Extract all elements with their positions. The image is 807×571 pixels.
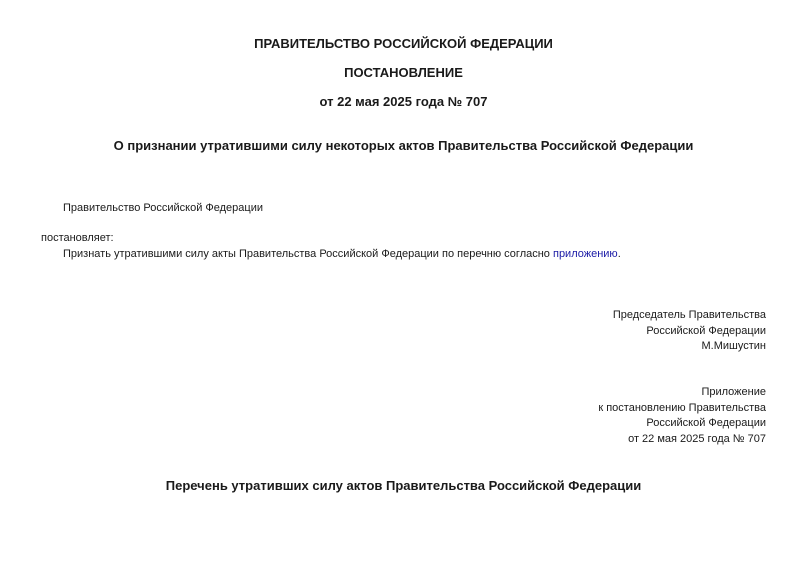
signature-position-line2: Российской Федерации [646, 324, 766, 337]
issuer-text: Правительство Российской Федерации [63, 202, 263, 214]
government-heading: ПРАВИТЕЛЬСТВО РОССИЙСКОЙ ФЕДЕРАЦИИ [254, 36, 553, 51]
appendix-header-block [598, 385, 766, 447]
decision-item-end: . [617, 248, 621, 260]
appendix-title: Перечень утративших силу актов Правительства Российской Федерации [165, 478, 642, 493]
appendix-ref-line1: к постановлению Правительства [598, 401, 766, 414]
decides-text: постановляет: [41, 232, 114, 244]
decision-item [63, 247, 621, 261]
document-date-number: от 22 мая 2025 года № 707 [319, 94, 488, 109]
appendix-link[interactable]: приложению [552, 248, 618, 260]
decision-item-text: Признать утратившими силу акты Правительства Российской Федерации по перечню согласно [63, 248, 553, 260]
signature-block [613, 308, 766, 355]
appendix-ref-line2: Российской Федерации [646, 417, 766, 429]
signature-name: М.Мишустин [701, 340, 766, 352]
appendix-ref-date: от 22 мая 2025 года № 707 [628, 432, 766, 445]
signature-position-line1: Председатель Правительства [612, 309, 766, 321]
document-title: О признании утратившими силу некоторых актов Правительства Российской Федерации [113, 138, 694, 153]
document-type: ПОСТАНОВЛЕНИЕ [344, 65, 463, 80]
appendix-label: Приложение [701, 386, 766, 398]
